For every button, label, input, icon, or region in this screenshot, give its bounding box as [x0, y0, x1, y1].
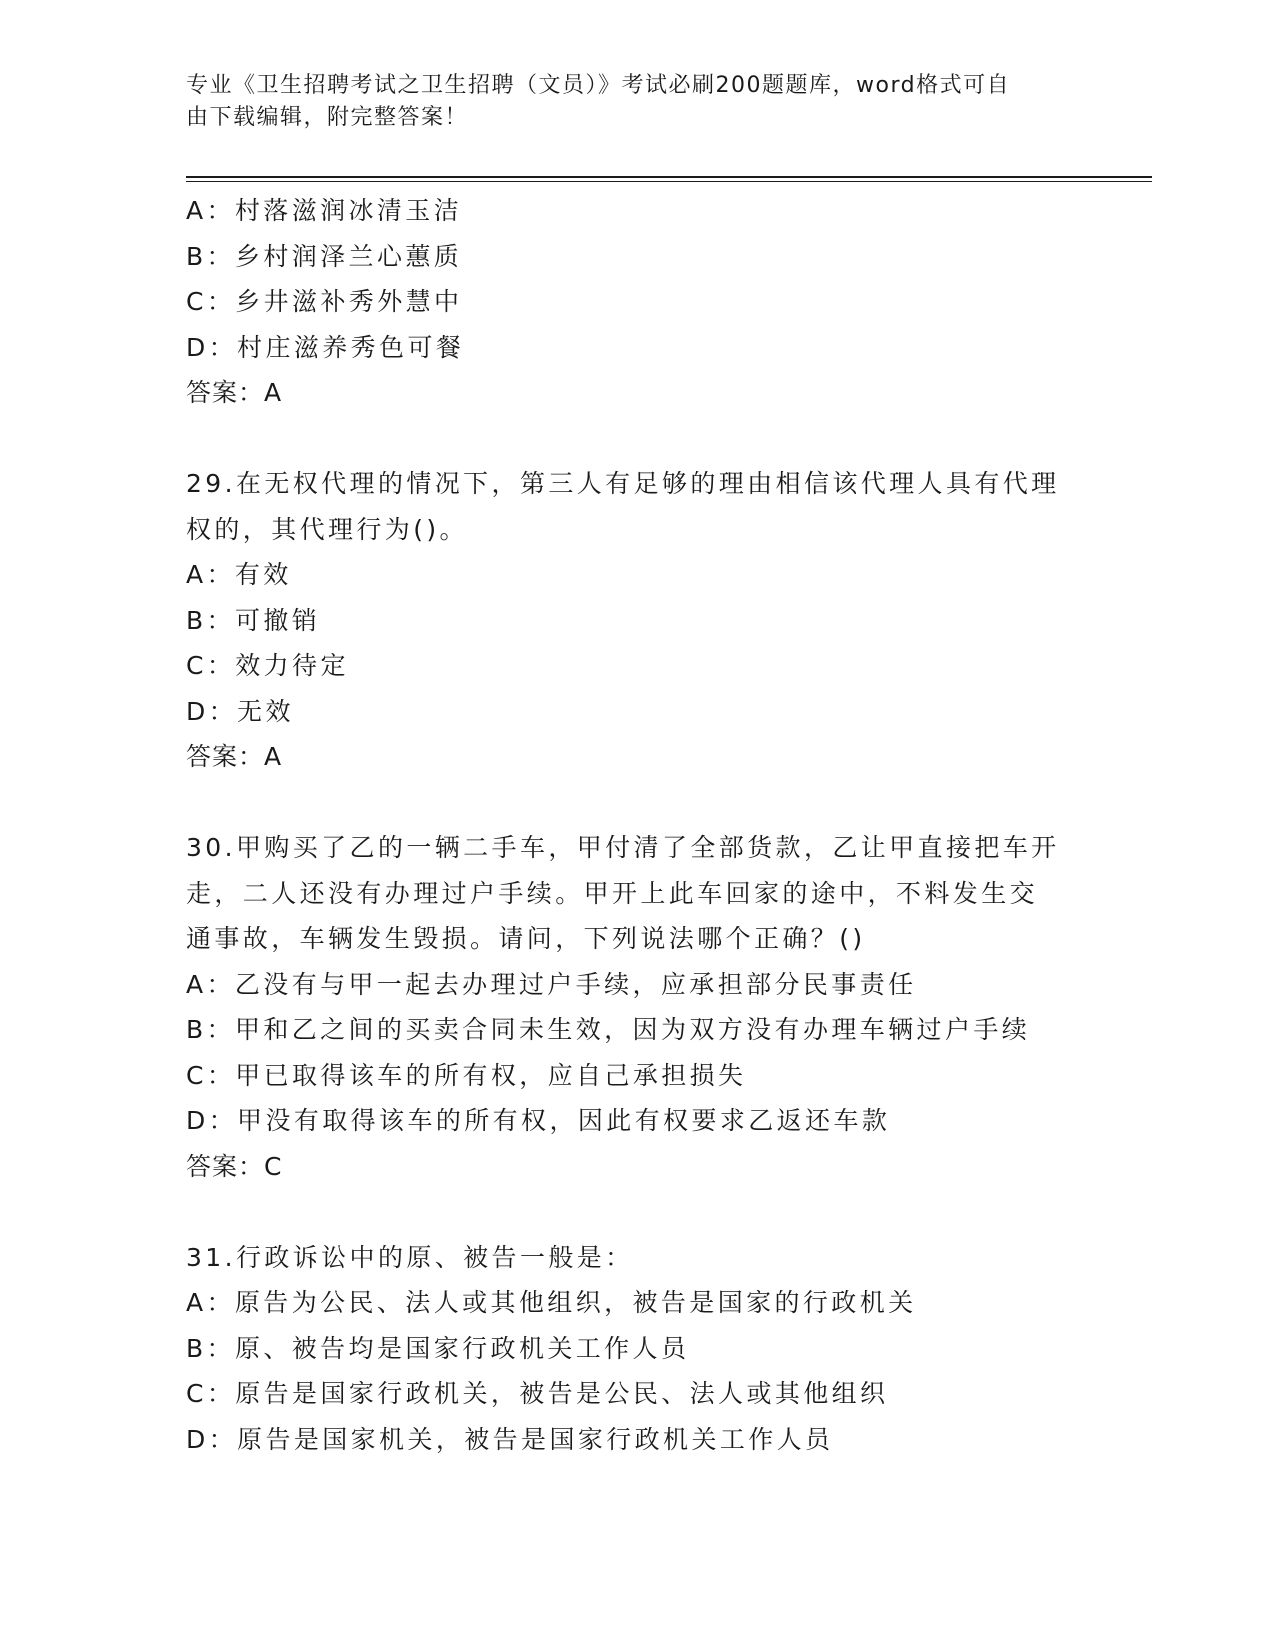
option-a: A：乙没有与甲一起去办理过户手续，应承担部分民事责任: [186, 969, 917, 999]
question-31: [186, 1235, 1086, 1463]
option-d: D：无效: [186, 696, 294, 726]
option-b: B：甲和乙之间的买卖合同未生效，因为双方没有办理车辆过户手续: [186, 1015, 1031, 1044]
question-stem-line: 29.在无权代理的情况下，第三人有足够的理由相信该代理人具有代理: [186, 469, 1060, 498]
option-c: C：效力待定: [186, 651, 349, 680]
answer-line: 答案：A: [186, 378, 283, 407]
option-a: A：有效: [186, 560, 292, 589]
question-stem-line: 走，二人还没有办理过户手续。甲开上此车回家的途中，不料发生交: [186, 878, 1039, 908]
option-b: B：可撤销: [186, 605, 321, 635]
page-header: [186, 70, 1086, 134]
header-line-2: 由下载编辑，附完整答案！: [186, 105, 469, 130]
question-stem-line: 通事故，车辆发生毁损。请问，下列说法哪个正确？(): [186, 924, 866, 953]
option-b: B：原、被告均是国家行政机关工作人员: [186, 1333, 690, 1363]
option-c: C：原告是国家行政机关，被告是公民、法人或其他组织: [186, 1379, 889, 1408]
question-stem-line: 31.行政诉讼中的原、被告一般是：: [186, 1242, 634, 1272]
option-a: A：村落滋润冰清玉洁: [186, 196, 463, 225]
question-30: [186, 825, 1086, 1189]
header-line-1: 专业《卫生招聘考试之卫生招聘（文员）》考试必刷200题题库，word格式可自: [186, 73, 1011, 98]
option-d: D：原告是国家机关，被告是国家行政机关工作人员: [186, 1424, 834, 1454]
question-stem-line: 权的，其代理行为()。: [186, 514, 468, 544]
question-29: [186, 461, 1086, 780]
question-stem-line: 30.甲购买了乙的一辆二手车，甲付清了全部货款，乙让甲直接把车开: [186, 833, 1060, 862]
question-list: [186, 188, 1086, 1462]
option-a: A：原告为公民、法人或其他组织，被告是国家的行政机关: [186, 1288, 917, 1317]
question-28: [186, 188, 1086, 416]
option-d: D：甲没有取得该车的所有权，因此有权要求乙返还车款: [186, 1106, 891, 1135]
answer-line: 答案：A: [186, 742, 283, 771]
option-b: B：乡村润泽兰心蕙质: [186, 241, 463, 271]
option-d: D：村庄滋养秀色可餐: [186, 332, 465, 362]
option-c: C：甲已取得该车的所有权，应自己承担损失: [186, 1060, 747, 1090]
question-spacer: [186, 416, 1086, 462]
question-spacer: [186, 1189, 1086, 1235]
header-divider: [186, 176, 1152, 182]
answer-line: 答案：C: [186, 1151, 283, 1181]
question-spacer: [186, 780, 1086, 826]
option-c: C：乡井滋补秀外慧中: [186, 287, 463, 316]
